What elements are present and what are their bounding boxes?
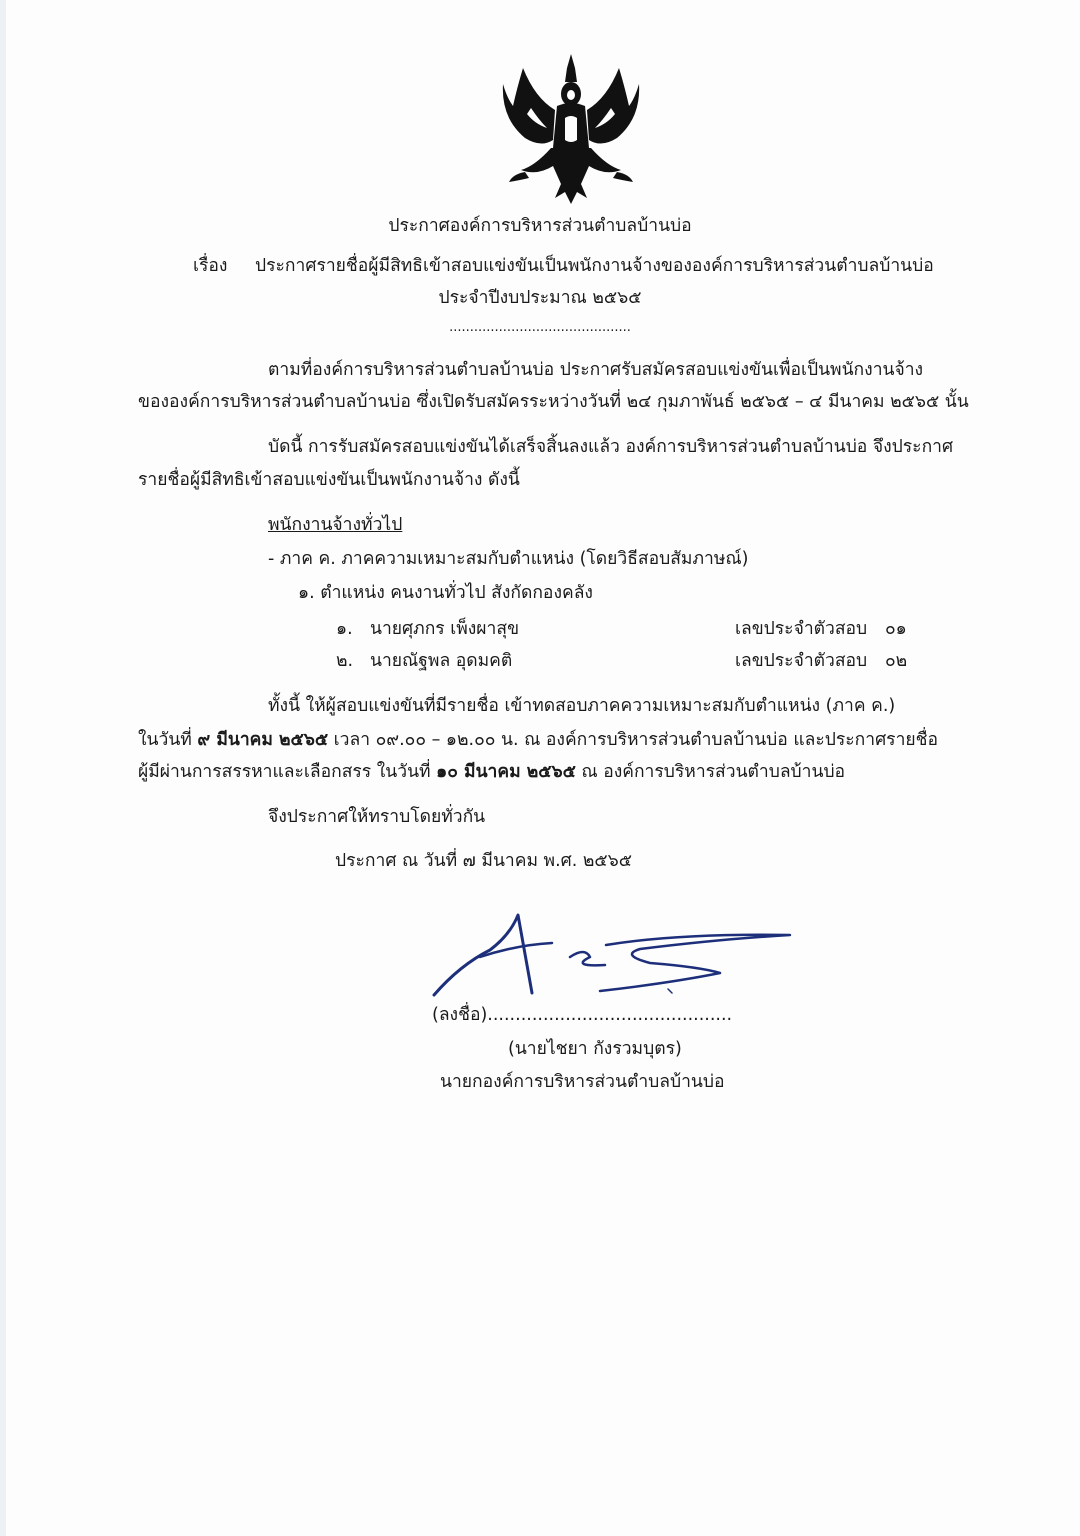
announcement-title: ประกาศองค์การบริหารส่วนตำบลบ้านบ่อ: [388, 216, 692, 236]
para3-line2: [138, 730, 938, 751]
subject-label: เรื่อง: [193, 256, 228, 276]
para3-line3: [138, 762, 845, 783]
exam-date: ๙ มีนาคม ๒๕๖๕: [197, 730, 329, 750]
position-line: ๑. ตำแหน่ง คนงานทั่วไป สังกัดกองคลัง: [298, 583, 593, 603]
subject-text: ประกาศรายชื่อผู้มีสิทธิเข้าสอบแข่งขันเป็นพนักงานจ้างขององค์การบริหารส่วนตำบลบ้านบ่อ: [255, 256, 934, 276]
para3-line3-c: ณ องค์การบริหารส่วนตำบลบ้านบ่อ: [575, 762, 846, 782]
garuda-emblem: [495, 48, 647, 208]
candidate-2-no: ๒.: [336, 651, 354, 671]
section-heading: พนักงานจ้างทั่วไป: [268, 515, 403, 535]
signer-title: นายกองค์การบริหารส่วนตำบลบ้านบ่อ: [440, 1072, 725, 1092]
signer-name: (นายไชยา กังรวมบุตร): [508, 1039, 682, 1059]
para3-line1: ทั้งนี้ ให้ผู้สอบแข่งขันที่มีรายชื่อ เข้าทดสอบภาคความเหมาะสมกับตำแหน่ง (ภาค ค.): [268, 696, 896, 716]
section-item: - ภาค ค. ภาคความเหมาะสมกับตำแหน่ง (โดยวิธีสอบสัมภาษณ์): [268, 549, 749, 569]
handwritten-signature: [420, 905, 810, 1010]
candidate-2-id: ๐๒: [885, 651, 908, 671]
header-separator: ............................................: [449, 320, 631, 335]
candidate-2-id-label: เลขประจำตัวสอบ: [735, 651, 868, 671]
candidate-1-name: นายศุภกร เพ็งผาสุข: [370, 619, 520, 639]
para3-line2-a: ในวันที่: [138, 730, 198, 750]
para2-line1: บัดนี้ การรับสมัครสอบแข่งขันได้เสร็จสิ้นลงแล้ว องค์การบริหารส่วนตำบลบ้านบ่อ จึงประกาศ: [268, 437, 954, 457]
result-date: ๑๐ มีนาคม ๒๕๖๕: [436, 762, 576, 782]
candidate-1-id: ๐๑: [885, 619, 907, 639]
candidate-2-name: นายณัฐพล อุดมคติ: [370, 651, 513, 671]
para3-line2-c: เวลา ๐๙.๐๐ – ๑๒.๐๐ น. ณ องค์การบริหารส่วนตำบลบ้านบ่อ และประกาศรายชื่อ: [328, 730, 939, 750]
fiscal-year: ประจำปีงบประมาณ ๒๕๖๕: [438, 288, 642, 308]
announcement-date: ประกาศ ณ วันที่ ๗ มีนาคม พ.ศ. ๒๕๖๕: [335, 851, 633, 871]
para1-line2: ขององค์การบริหารส่วนตำบลบ้านบ่อ ซึ่งเปิดรับสมัครระหว่างวันที่ ๒๔ กุมภาพันธ์ ๒๕๖๕ – ๔ มีนาคม ๒๕๖๕ นั้น: [138, 392, 969, 412]
candidate-1-no: ๑.: [336, 619, 353, 639]
closing-line: จึงประกาศให้ทราบโดยทั่วกัน: [268, 807, 486, 827]
para2-line2: รายชื่อผู้มีสิทธิเข้าสอบแข่งขันเป็นพนักงานจ้าง ดังนี้: [138, 470, 520, 490]
para1-line1: ตามที่องค์การบริหารส่วนตำบลบ้านบ่อ ประกาศรับสมัครสอบแข่งขันเพื่อเป็นพนักงานจ้าง: [268, 360, 924, 380]
candidate-1-id-label: เลขประจำตัวสอบ: [735, 619, 868, 639]
sign-line: (ลงชื่อ)............................................: [432, 1005, 733, 1025]
para3-line3-a: ผู้มีผ่านการสรรหาและเลือกสรร ในวันที่: [138, 762, 437, 782]
